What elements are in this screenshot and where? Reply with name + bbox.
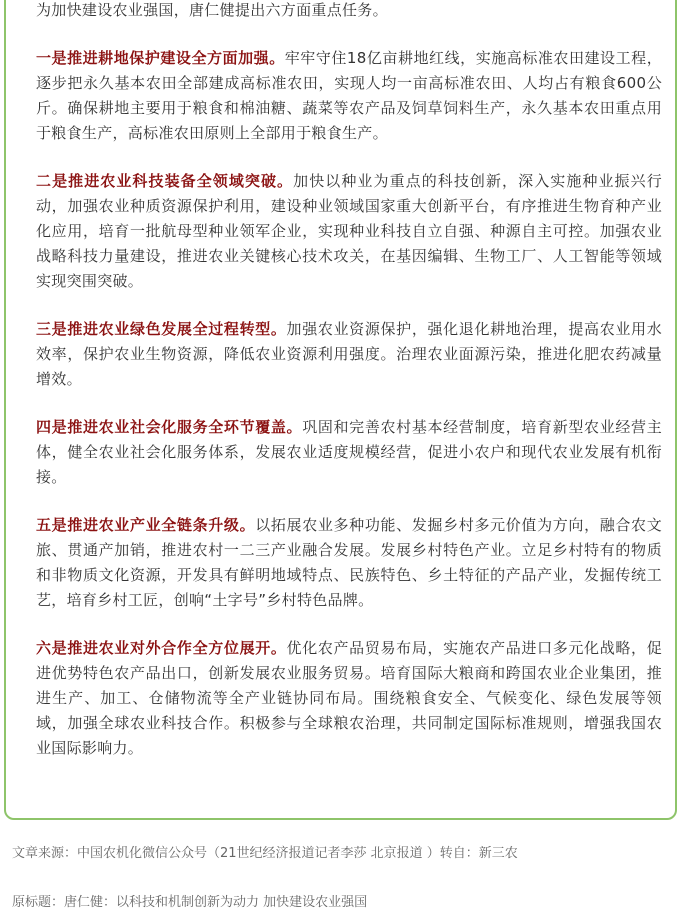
task-paragraph-4	[36, 415, 662, 490]
task-heading: 三是推进农业绿色发展全过程转型。	[36, 320, 287, 338]
task-paragraph-6	[36, 636, 662, 761]
article-content	[36, 0, 662, 784]
task-body: 巩固和完善农村基本经营制度，培育新型农业经营主体，健全农业社会化服务体系，发展农业适度规模经营，促进小农户和现代农业发展有机衔接。	[36, 418, 662, 486]
task-body: 加强农业资源保护，强化退化耕地治理，提高农业用水效率，保护农业生物资源，降低农业资源利用强度。治理农业面源污染，推进化肥农药减量增效。	[36, 320, 662, 388]
task-heading: 四是推进农业社会化服务全环节覆盖。	[36, 418, 303, 436]
task-heading: 五是推进农业产业全链条升级。	[36, 516, 256, 534]
task-paragraph-1	[36, 46, 662, 146]
original-title: 原标题：唐仁健：以科技和机制创新为动力 加快建设农业强国	[12, 895, 368, 910]
task-body: 加快以种业为重点的科技创新，深入实施种业振兴行动，加强农业种质资源保护利用，建设种业领域国家重大创新平台，有序推进生物育种产业化应用，培育一批航母型种业领军企业，实现种业科技自立自强、种源自主可控。加强农业战略科技力量建设，推进农业关键核心技术攻关，在基因编辑、生物工厂、人工智能等领域实现突围突破。	[36, 172, 662, 290]
task-paragraph-3	[36, 317, 662, 392]
task-paragraph-2	[36, 169, 662, 294]
task-paragraph-5	[36, 513, 662, 613]
task-body: 优化农产品贸易布局，实施农产品进口多元化战略，促进优势特色农产品出口，创新发展农业服务贸易。培育国际大粮商和跨国农业企业集团，推进生产、加工、仓储物流等全产业链协同布局。围绕粮食安全、气候变化、绿色发展等领域，加强全球农业科技合作。积极参与全球粮农治理，共同制定国际标准规则，增强我国农业国际影响力。	[36, 639, 662, 757]
intro-paragraph: 为加快建设农业强国，唐仁健提出六方面重点任务。	[36, 1, 388, 19]
task-heading: 二是推进农业科技装备全领域突破。	[36, 172, 294, 190]
task-body: 牢牢守住18亿亩耕地红线，实施高标准农田建设工程，逐步把永久基本农田全部建成高标准农田，实现人均一亩高标准农田、人均占有粮食600公斤。确保耕地主要用于粮食和棉油糖、蔬菜等农产品及饲草饲料生产，永久基本农田重点用于粮食生产，高标准农田原则上全部用于粮食生产。	[36, 49, 662, 142]
task-heading: 一是推进耕地保护建设全方面加强。	[36, 49, 285, 67]
article-box	[4, 0, 677, 820]
article-source: 文章来源：中国农机化微信公众号（21世纪经济报道记者李莎 北京报道 ）转自：新三农	[12, 846, 518, 861]
task-heading: 六是推进农业对外合作全方位展开。	[36, 639, 287, 657]
task-body: 以拓展农业多种功能、发掘乡村多元价值为方向，融合农文旅、贯通产加销，推进农村一二三产业融合发展。发展乡村特色产业。立足乡村特有的物质和非物质文化资源，开发具有鲜明地域特点、民族特色、乡土特征的产品产业，发掘传统工艺，培育乡村工匠，创响“土字号”乡村特色品牌。	[36, 516, 663, 609]
